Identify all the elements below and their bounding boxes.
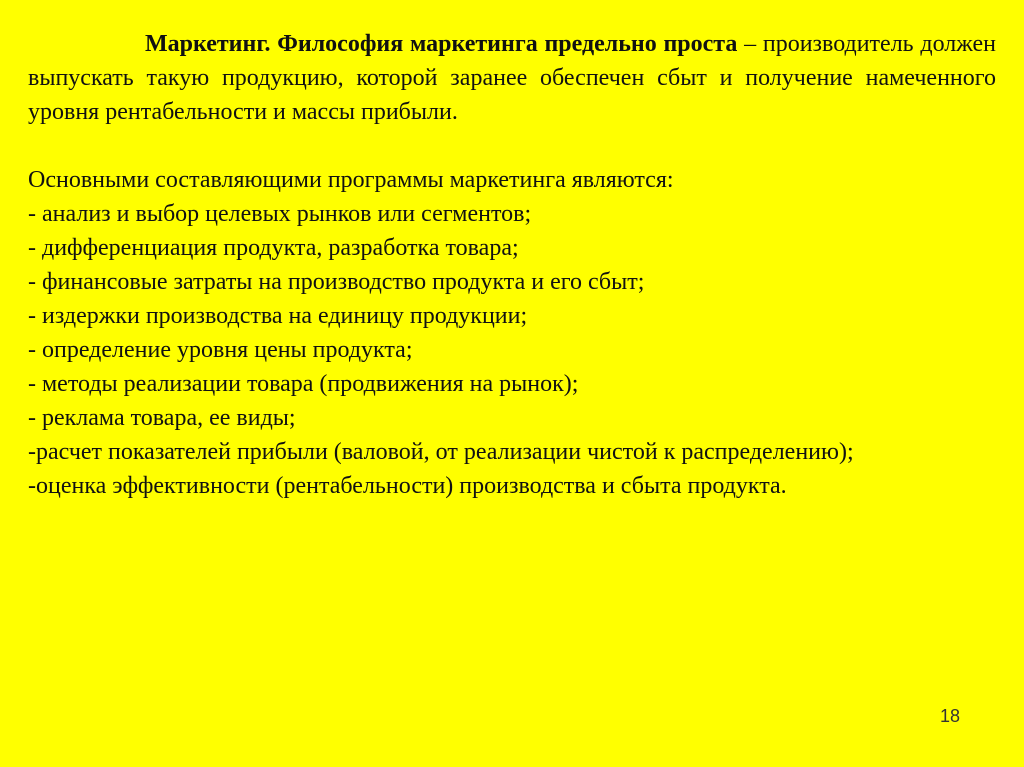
list-item: - методы реализации товара (продвижения на рынок); [28,371,579,397]
list-item: - дифференциация продукта, разработка товара; [28,235,519,261]
intro-paragraph [28,27,996,129]
list-item: -оценка эффективности (рентабельности) производства и сбыта продукта. [28,473,787,499]
paragraph-spacer [28,129,996,163]
components-heading: Основными составляющими программы маркетинга являются: [28,167,674,193]
intro-lead: Маркетинг. Философия маркетинга предельно проста [145,31,738,57]
list-item: - реклама товара, ее виды; [28,405,296,431]
page-number: 18 [940,706,961,726]
list-item: - финансовые затраты на производство продукта и его сбыт; [28,269,645,295]
list-item: - издержки производства на единицу продукции; [28,303,528,329]
intro-rest: – производитель должен выпускать такую продукцию, которой заранее обеспечен сбыт и получение намеченного уровня рентабельности и массы прибыли. [28,31,996,125]
list-item: - анализ и выбор целевых рынков или сегментов; [28,201,532,227]
slide-content [28,27,996,503]
list-item: -расчет показателей прибыли (валовой, от реализации чистой к распределению); [28,439,854,465]
list-item: - определение уровня цены продукта; [28,337,413,363]
